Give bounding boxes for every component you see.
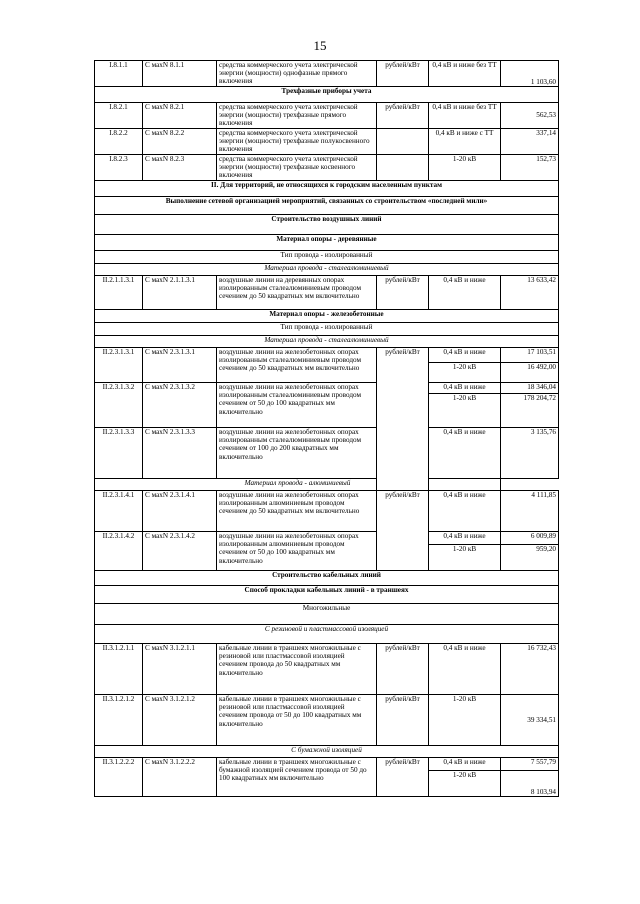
subheading: Тип провода - изолированный [95,251,559,264]
row-voltage: 1-20 кВ [429,771,501,797]
row-value: 13 633,42 [501,276,559,310]
row-code: С махN 2.3.1.4.1 [143,491,217,532]
row-id: II.3.1.2.1.1 [95,644,143,695]
row-unit: рублей/кВт [377,348,429,491]
row-unit: рублей/кВт [377,695,429,746]
row-description: средства коммерческого учета электрической энергии (мощности) трехфазные полукосвенного включения [217,129,377,155]
row-description: средства коммерческого учета электрической энергии (мощности) однофазные прямого включения [217,61,377,87]
row-code: С махN 2.1.1.3.1 [143,276,217,310]
row-description: воздушные линии на железобетонных опорах изолированным алюминиевым проводом сечением от 50 до 100 квадратных мм включительно [217,532,377,571]
subheading: Материал провода - сталеалюминиевый [95,264,559,276]
row-description: воздушные линии на железобетонных опорах изолированным алюминиевым проводом сечением до 50 квадратных мм включительно [217,491,377,532]
row-value: 152,73 [501,155,559,181]
row-description: кабельные линии в траншеях многожильные с резиновой или пластмассовой изоляцией сечением провода до 50 квадратных мм включительно [217,644,377,695]
section-heading: Выполнение сетевой организацией мероприятий, связанных со строительством «последней мили» [95,197,559,215]
section-heading: Строительство воздушных линий [95,215,559,235]
row-code: С махN 8.2.3 [143,155,217,181]
row-value: 39 334,51 [501,695,559,746]
row-value: 4 111,85 [501,491,559,532]
row-unit: рублей/кВт [377,276,429,310]
row-value: 562,53 [501,103,559,129]
row-unit: рублей/кВт [377,103,429,129]
row-voltage: 0,4 кВ и ниже [429,276,501,310]
table-row [95,155,559,181]
table-row [95,383,559,394]
row-value: 3 135,76 [501,428,559,479]
row-description: кабельные линии в траншеях многожильные с бумажной изоляцией сечением провода от 50 до 100 квадратных мм включительно [217,758,377,797]
row-value: 6 009,89 [501,532,559,545]
row-unit: рублей/кВт [377,61,429,87]
table-row [95,129,559,155]
subheading: С резиновой и пластмассовой изоляцией [95,625,559,644]
row-description: средства коммерческого учета электрической энергии (мощности) трехфазные косвенного включения [217,155,377,181]
subheading: Многожильные [95,604,559,625]
table-row [95,348,559,363]
table-row [95,644,559,695]
row-voltage: 0,4 кВ и ниже без ТТ [429,103,501,129]
row-voltage: 0,4 кВ и ниже [429,383,501,394]
row-code: С махN 2.3.1.3.3 [143,428,217,479]
subheading: Материал провода - сталеалюминиевый [95,336,559,348]
row-description: воздушные линии на деревянных опорах изолированным сталеалюминиевым проводом сечением до 50 квадратных мм включительно [217,276,377,310]
row-voltage: 0,4 кВ и ниже с ТТ [429,129,501,155]
table-row [95,491,559,532]
row-voltage: 0,4 кВ и ниже [429,428,501,479]
subheading: Тип провода - изолированный [95,323,559,336]
page-number: 15 [313,38,327,53]
row-code: С махN 8.2.1 [143,103,217,129]
table-row [95,276,559,310]
row-code: С махN 2.3.1.3.1 [143,348,217,383]
row-voltage: 1-20 кВ [429,155,501,181]
row-id: II.2.3.1.3.3 [95,428,143,479]
section-heading: Строительство кабельных линий [95,571,559,586]
row-code: С махN 2.3.1.4.2 [143,532,217,571]
row-voltage: 1-20 кВ [429,695,501,746]
row-description: кабельные линии в траншеях многожильные с резиновой или пластмассовой изоляцией сечением провода от 50 до 100 квадратных мм включительно [217,695,377,746]
section-heading: Материал опоры - железобетонные [95,310,559,323]
table-row [95,61,559,87]
row-id: II.2.3.1.4.2 [95,532,143,571]
row-value: 178 204,72 [501,394,559,428]
row-id: II.2.3.1.3.1 [95,348,143,383]
row-value: 959,20 [501,545,559,571]
row-voltage: 0,4 кВ и ниже [429,491,501,532]
table-row [95,103,559,129]
row-unit: рублей/кВт [377,644,429,695]
row-voltage: 1-20 кВ [429,363,501,383]
row-value: 18 346,04 [501,383,559,394]
row-code: С махN 8.1.1 [143,61,217,87]
row-code: С махN 8.2.2 [143,129,217,155]
row-id: I.8.2.2 [95,129,143,155]
section-heading: Способ прокладки кабельных линий - в траншеях [95,586,559,604]
subheading: С бумажной изоляцией [95,746,559,758]
row-code: С махN 2.3.1.3.2 [143,383,217,428]
row-voltage: 0,4 кВ и ниже [429,758,501,771]
row-voltage: 1-20 кВ [429,545,501,571]
row-value: 17 103,51 [501,348,559,363]
row-value: 7 557,79 [501,758,559,771]
section-heading: Трехфазные приборы учета [95,87,559,103]
row-unit: рублей/кВт [377,491,429,571]
row-id: II.3.1.2.2.2 [95,758,143,797]
row-id: II.3.1.2.1.2 [95,695,143,746]
table-row [95,695,559,746]
row-description: воздушные линии на железобетонных опорах изолированным сталеалюминиевым проводом сечением от 100 до 200 квадратных мм включительно [217,428,377,479]
row-description: воздушные линии на железобетонных опорах изолированным сталеалюминиевым проводом сечением от 50 до 100 квадратных мм включительно [217,383,377,428]
row-id: II.2.1.1.3.1 [95,276,143,310]
row-code: С махN 3.1.2.2.2 [143,758,217,797]
row-voltage: 0,4 кВ и ниже без ТТ [429,61,501,87]
section-heading: Материал опоры - деревянные [95,235,559,251]
row-id: I.8.2.3 [95,155,143,181]
subheading: Материал провода - алюминиевый [95,479,501,491]
table-row [95,428,559,479]
table-row [95,532,559,545]
row-description: воздушные линии на железобетонных опорах изолированным сталеалюминиевым проводом сечением до 50 квадратных мм включительно [217,348,377,383]
row-id: I.8.2.1 [95,103,143,129]
row-id: I.8.1.1 [95,61,143,87]
row-unit: рублей/кВт [377,758,429,797]
table-row [95,758,559,771]
row-value: 16 732,43 [501,644,559,695]
section-heading: II. Для территорий, не относящихся к городским населенным пунктам [95,181,559,197]
row-value: 337,14 [501,129,559,155]
row-voltage: 0,4 кВ и ниже [429,348,501,363]
row-voltage: 1-20 кВ [429,394,501,428]
row-value: 1 103,60 [501,61,559,87]
row-code: С махN 3.1.2.1.2 [143,695,217,746]
row-voltage: 0,4 кВ и ниже [429,644,501,695]
row-id: II.2.3.1.4.1 [95,491,143,532]
row-value: 16 492,00 [501,363,559,383]
row-code: С махN 3.1.2.1.1 [143,644,217,695]
row-id: II.2.3.1.3.2 [95,383,143,428]
row-voltage: 0,4 кВ и ниже [429,532,501,545]
row-value: 8 103,94 [501,771,559,797]
row-description: средства коммерческого учета электрической энергии (мощности) трехфазные прямого включения [217,103,377,129]
tariff-table [94,60,559,797]
